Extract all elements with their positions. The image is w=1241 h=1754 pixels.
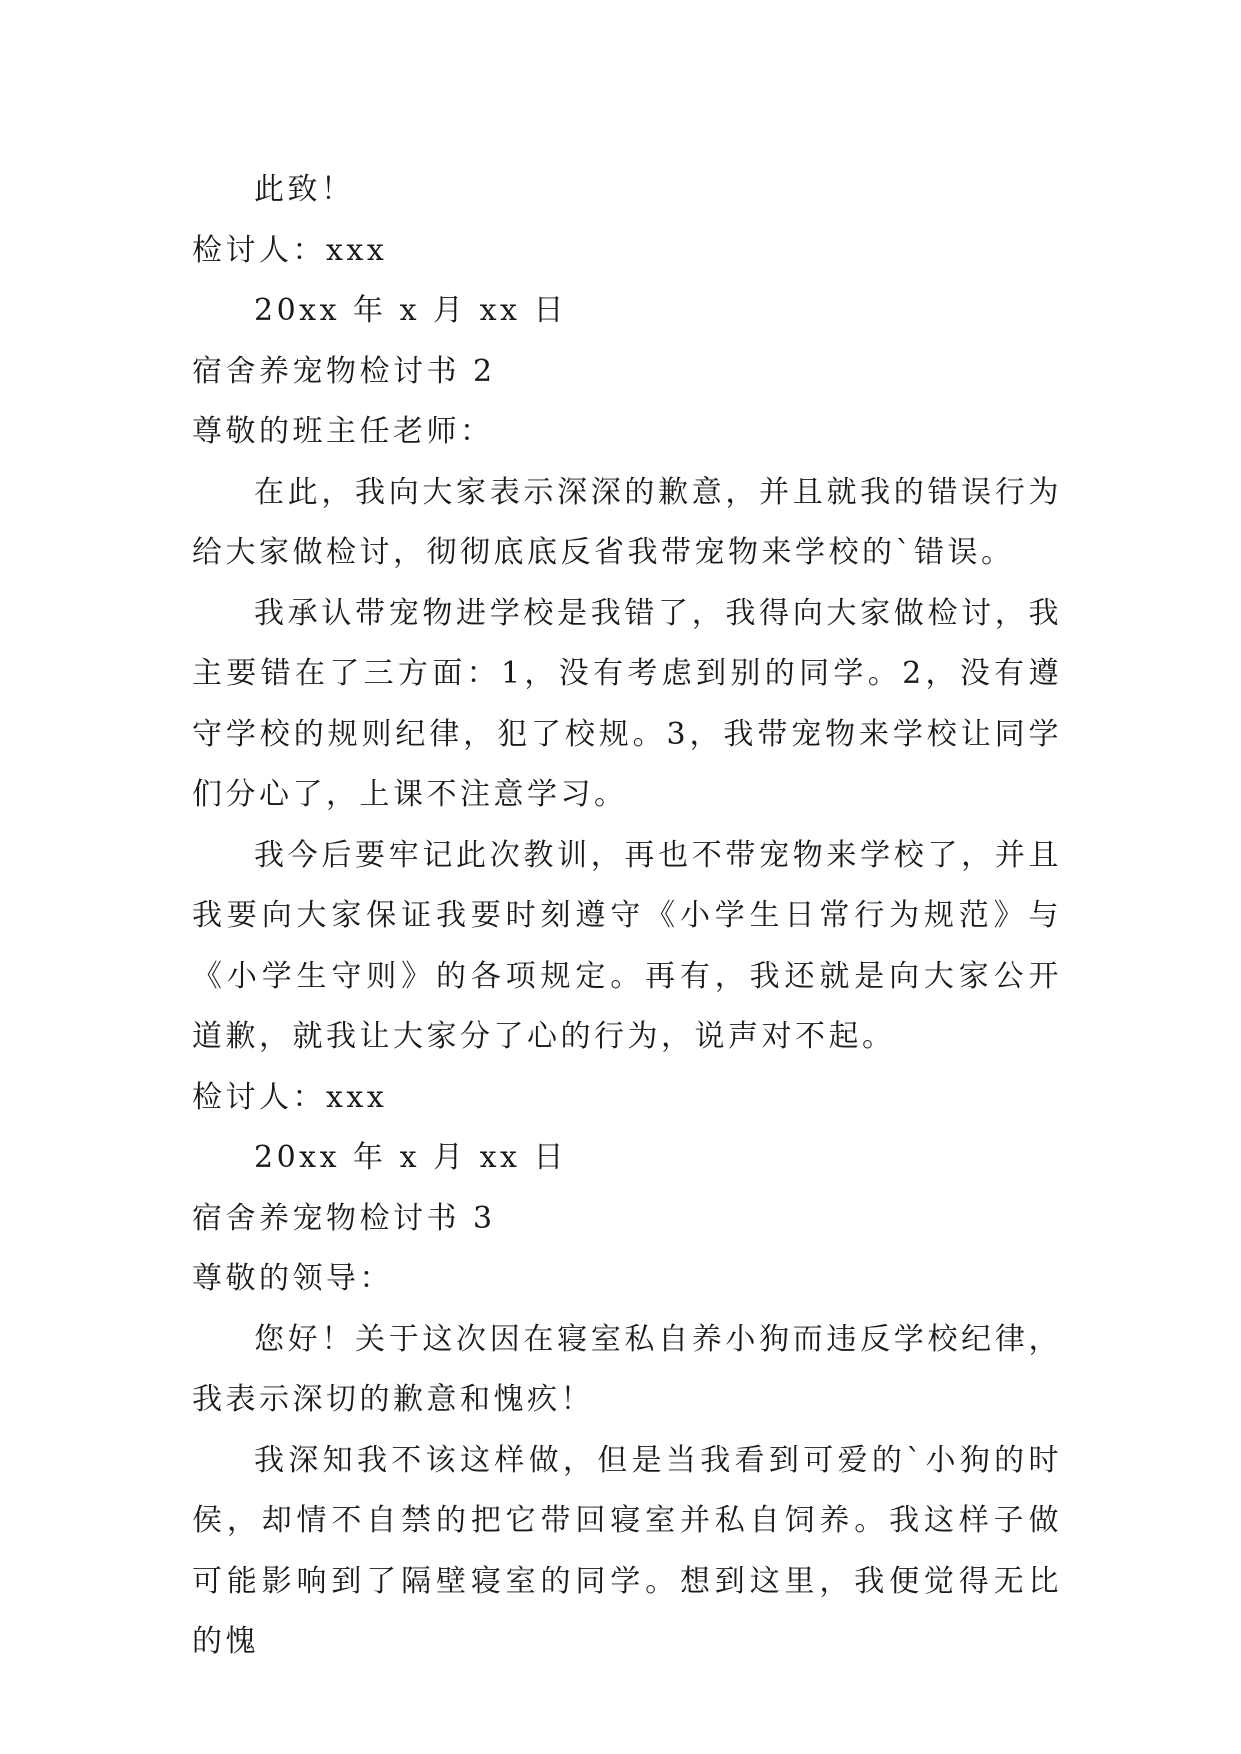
letter-title: 宿舍养宠物检讨书 3: [192, 1200, 496, 1236]
paragraph: 在此，我向大家表示深深的歉意，并且就我的错误行为给大家做检讨，彻彻底底反省我带宠物来学校的`错误。: [192, 474, 1062, 570]
paragraph: 我承认带宠物进学校是我错了，我得向大家做检讨，我主要错在了三方面：1，没有考虑到别的同学。2，没有遵守学校的规则纪律，犯了校规。3，我带宠物来学校让同学们分心了，上课不注意学习。: [192, 595, 1062, 812]
paragraph: 我今后要牢记此次教训，再也不带宠物来学校了，并且我要向大家保证我要时刻遵守《小学生日常行为规范》与《小学生守则》的各项规定。再有，我还就是向大家公开道歉，就我让大家分了心的行为，说声对不起。: [192, 837, 1062, 1054]
signer-line: 检讨人：xxx: [192, 232, 388, 268]
closing-line: 此致！: [254, 172, 355, 207]
document-body: [192, 160, 1062, 1673]
date-line: 20xx 年 x 月 xx 日: [254, 293, 567, 328]
signer-line: 检讨人：xxx: [192, 1079, 388, 1115]
salutation: 尊敬的班主任老师：: [192, 414, 494, 449]
paragraph: 我深知我不该这样做，但是当我看到可爱的`小狗的时侯，却情不自禁的把它带回寝室并私自饲养。我这样子做可能影响到了隔壁寝室的同学。想到这里，我便觉得无比的愧: [192, 1442, 1062, 1659]
letter-title: 宿舍养宠物检讨书 2: [192, 353, 496, 389]
date-line: 20xx 年 x 月 xx 日: [254, 1140, 567, 1175]
salutation: 尊敬的领导：: [192, 1261, 393, 1296]
paragraph: 您好！关于这次因在寝室私自养小狗而违反学校纪律，我表示深切的歉意和愧疚！: [192, 1321, 1062, 1417]
